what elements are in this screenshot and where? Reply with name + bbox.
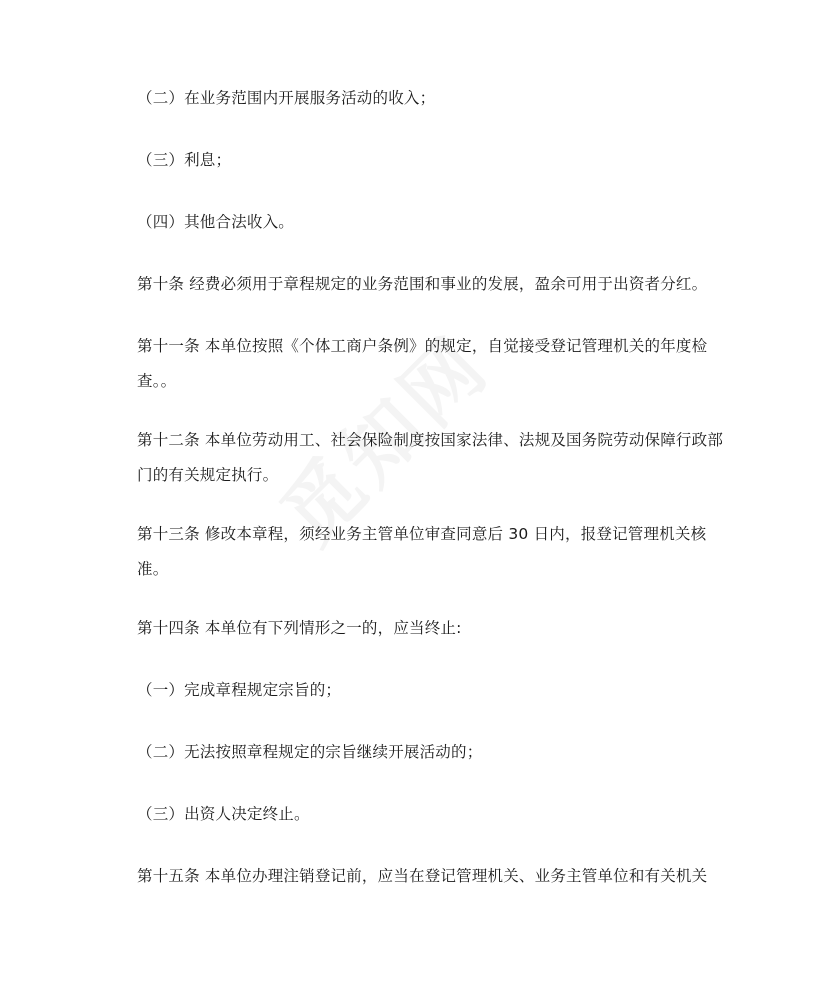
paragraph-article-11: 第十一条 本单位按照《个体工商户条例》的规定，自觉接受登记管理机关的年度检查。。 [137, 337, 708, 390]
paragraph-item-2b: （二）无法按照章程规定的宗旨继续开展活动的； [137, 743, 483, 761]
paragraph-item-2: （二）在业务范围内开展服务活动的收入； [137, 89, 436, 107]
paragraph-article-13: 第十三条 修改本章程，须经业务主管单位审查同意后 30 日内，报登记管理机关核准。 [137, 525, 707, 578]
paragraph-article-14: 第十四条 本单位有下列情形之一的，应当终止: [137, 619, 462, 637]
paragraph-item-3b: （三）出资人决定终止。 [137, 805, 310, 823]
paragraph-item-1: （一）完成章程规定宗旨的； [137, 681, 342, 699]
paragraph-item-3: （三）利息； [137, 151, 232, 169]
paragraph-item-4: （四）其他合法收入。 [137, 213, 295, 231]
paragraph-article-10: 第十条 经费必须用于章程规定的业务范围和事业的发展，盈余可用于出资者分红。 [137, 275, 708, 293]
paragraph-article-15: 第十五条 本单位办理注销登记前，应当在登记管理机关、业务主管单位和有关机关 [137, 867, 708, 885]
paragraph-article-12: 第十二条 本单位劳动用工、社会保险制度按国家法律、法规及国务院劳动保障行政部门的有关规定执行。 [137, 431, 724, 484]
